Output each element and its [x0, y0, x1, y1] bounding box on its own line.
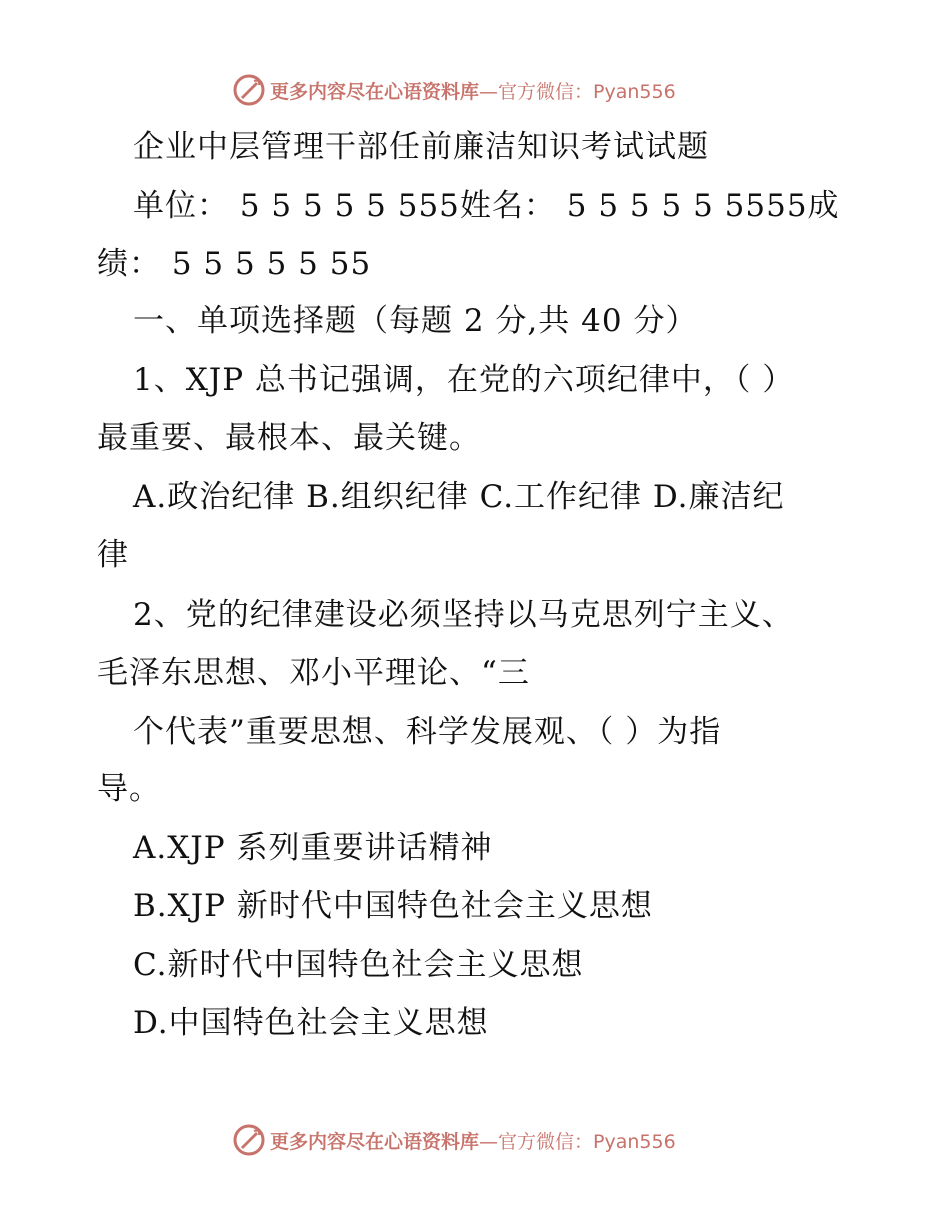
question-1-stem-line-1: 1、XJP 总书记强调，在党的六项纪律中，（ ）	[133, 362, 795, 398]
question-2-option-b: B.XJP 新时代中国特色社会主义思想	[133, 888, 653, 924]
section-heading: 一、单项选择题（每题 2 分,共 40 分）	[133, 303, 698, 339]
quill-logo-icon	[232, 73, 266, 107]
watermark-banner-top	[232, 72, 732, 108]
question-2-option-c: C.新时代中国特色社会主义思想	[133, 947, 584, 983]
question-2-stem-line-1: 2、党的纪律建设必须坚持以马克思列宁主义、	[133, 597, 794, 633]
info-line-2: 绩： 5 5 5 5 5 55	[97, 246, 372, 282]
document-title: 企业中层管理干部任前廉洁知识考试试题	[133, 129, 709, 165]
question-1-stem-line-2: 最重要、最根本、最关键。	[97, 420, 481, 456]
watermark-brand-text: 更多内容尽在心语资料库	[270, 1130, 480, 1153]
question-1-options-line-1: A.政治纪律 B.组织纪律 C.工作纪律 D.廉洁纪	[133, 479, 785, 515]
question-2-stem-line-4: 导。	[97, 771, 161, 807]
watermark-contact-text: —官方微信：Pyan556	[479, 80, 676, 103]
info-line-1: 单位： 5 5 5 5 5 555姓名： 5 5 5 5 5 5555成	[133, 188, 840, 224]
watermark-brand-text: 更多内容尽在心语资料库	[270, 80, 480, 103]
question-1-options-line-2: 律	[97, 537, 129, 573]
watermark-banner-bottom	[232, 1122, 732, 1158]
question-2-option-d: D.中国特色社会主义思想	[133, 1005, 489, 1041]
question-2-stem-line-2: 毛泽东思想、邓小平理论、“三	[97, 655, 530, 691]
question-2-option-a: A.XJP 系列重要讲话精神	[133, 830, 493, 866]
quill-logo-icon	[232, 1123, 266, 1157]
watermark-contact-text: —官方微信：Pyan556	[479, 1130, 676, 1153]
question-2-stem-line-3: 个代表”重要思想、科学发展观、（ ）为指	[133, 714, 722, 750]
